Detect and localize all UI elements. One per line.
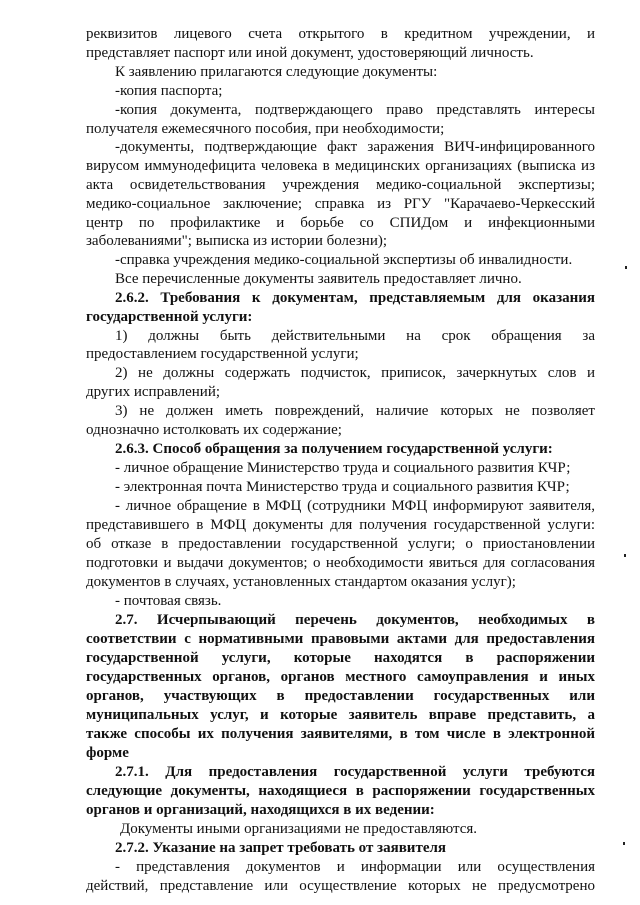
section-heading: следующие документы, находящиеся в распоряжении государственных bbox=[86, 783, 595, 799]
text-line: 1) должны быть действительными на срок обращения за bbox=[115, 328, 595, 344]
text-line: документов в случаях, установленных стандартом оказания услуг); bbox=[86, 574, 516, 590]
text-line: К заявлению прилагаются следующие документы: bbox=[115, 64, 438, 80]
text-line: предоставлением государственной услуги; bbox=[86, 346, 359, 362]
text-line: - представления документов и информации или осуществления bbox=[115, 859, 595, 875]
text-line: акта освидетельствования учреждения медико-социальной экспертизы; bbox=[86, 177, 595, 193]
text-line: медико-социальное заключение; справка из РГУ "Карачаево-Черкесский bbox=[86, 196, 595, 212]
text-line: центр по профилактике и борьбе со СПИДом и инфекционными bbox=[86, 215, 595, 231]
section-heading: 2.7.1. Для предоставления государственной услуги требуются bbox=[115, 764, 595, 780]
text-line: - почтовая связь. bbox=[115, 593, 222, 609]
section-heading: соответствии с нормативными правовыми актами для предоставления bbox=[86, 631, 595, 647]
text-line: заболеваниями"; выписка из истории болезни); bbox=[86, 233, 388, 249]
text-line: - личное обращение в МФЦ (сотрудники МФЦ информируют заявителя, bbox=[115, 498, 595, 514]
text-line: -копия документа, подтверждающего право представлять интересы bbox=[115, 102, 595, 118]
text-line: других исправлений; bbox=[86, 384, 221, 400]
text-line: -копия паспорта; bbox=[115, 83, 223, 99]
section-heading: 2.7.2. Указание на запрет требовать от заявителя bbox=[115, 840, 447, 856]
text-line: подготовки и выдачи документов; о необходимости явиться для согласования bbox=[86, 555, 595, 571]
section-heading: форме bbox=[86, 745, 129, 761]
section-heading: государственной услуги, которые находятся в распоряжении bbox=[86, 650, 595, 666]
text-line: вирусом иммунодефицита человека в медицинских организациях (выписка из bbox=[86, 158, 595, 174]
section-heading: муниципальных услуг, и которые заявитель вправе представить, а bbox=[86, 707, 595, 723]
text-line: -справка учреждения медико-социальной экспертизы об инвалидности. bbox=[115, 252, 573, 268]
section-heading: государственной услуги: bbox=[86, 309, 253, 325]
text-line: реквизитов лицевого счета открытого в кредитном учреждении, и bbox=[86, 26, 595, 42]
text-line: -документы, подтверждающие факт заражения ВИЧ-инфицированного bbox=[115, 139, 595, 155]
text-line: действий, представление или осуществление которых не предусмотрено bbox=[86, 878, 595, 894]
text-line: 3) не должен иметь повреждений, наличие которых не позволяет bbox=[115, 403, 595, 419]
text-line: 2) не должны содержать подчисток, приписок, зачеркнутых слов и bbox=[115, 365, 595, 381]
section-heading: государственных органов, органов местного самоуправления и иных bbox=[86, 669, 595, 685]
section-heading: также способы их получения заявителями, в том числе в электронной bbox=[86, 726, 595, 742]
text-line: об отказе в предоставлении государственной услуги; о приостановлении bbox=[86, 536, 595, 552]
scan-speck bbox=[624, 554, 626, 557]
scan-speck bbox=[623, 842, 625, 845]
section-heading: органов и организаций, находящихся в их ведении: bbox=[86, 802, 435, 818]
text-line: - личное обращение Министерство труда и социального развития КЧР; bbox=[115, 460, 571, 476]
section-heading: органов, участвующих в предоставлении государственных или bbox=[86, 688, 595, 704]
text-line: представившего в МФЦ документы для получения государственной услуги: bbox=[86, 517, 595, 533]
text-line: получателя ежемесячного пособия, при необходимости; bbox=[86, 121, 445, 137]
text-line: однозначно истолковать их содержание; bbox=[86, 422, 342, 438]
text-line: Все перечисленные документы заявитель предоставляет лично. bbox=[115, 271, 522, 287]
scan-speck bbox=[625, 266, 627, 269]
text-line: представляет паспорт или иной документ, удостоверяющий личность. bbox=[86, 45, 534, 61]
section-heading: 2.6.3. Способ обращения за получением государственной услуги: bbox=[115, 441, 553, 457]
section-heading: 2.6.2. Требования к документам, представляемым для оказания bbox=[115, 290, 595, 306]
text-line: Документы иными организациями не предоставляются. bbox=[120, 821, 478, 837]
section-heading: 2.7. Исчерпывающий перечень документов, необходимых в bbox=[115, 612, 595, 628]
text-line: - электронная почта Министерство труда и социального развития КЧР; bbox=[115, 479, 570, 495]
